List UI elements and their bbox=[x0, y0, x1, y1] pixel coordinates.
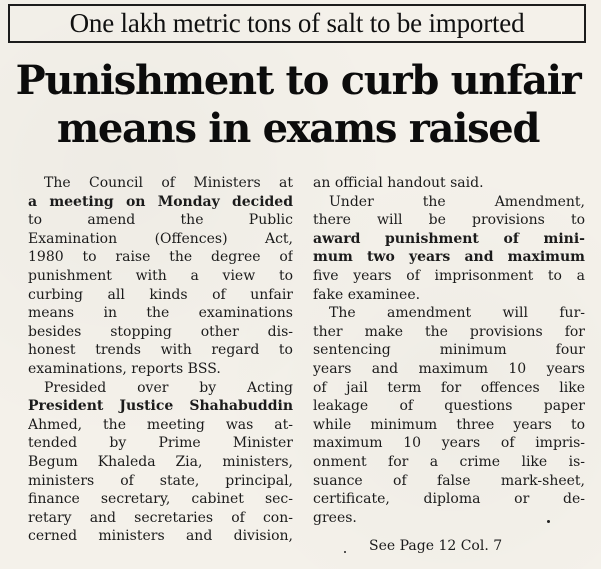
right-column-line: years and maximum 10 years bbox=[313, 360, 585, 377]
left-column-line: honest trends with regard to bbox=[28, 342, 293, 359]
left-column-line: cerned ministers and division, bbox=[28, 528, 293, 545]
left-column-line: The Council of Ministers at bbox=[44, 175, 293, 191]
right-column-line: leakage of questions paper bbox=[313, 398, 585, 415]
left-column-line: Examination (Offences) Act, bbox=[28, 230, 293, 247]
right-column-line: certificate, diploma or de- bbox=[313, 491, 585, 508]
left-column-line: besides stopping other dis- bbox=[28, 323, 293, 340]
right-column-line: onment for a crime like is- bbox=[313, 453, 585, 470]
right-column-line: Under the Amendment, bbox=[329, 193, 585, 210]
left-column-line: punishment with a view to bbox=[28, 267, 293, 284]
right-column-line: while minimum three years to bbox=[313, 416, 585, 433]
right-column-line: grees. bbox=[313, 509, 357, 526]
right-column-line: there will be provisions to bbox=[313, 212, 585, 229]
continuation-note: See Page 12 Col. 7 bbox=[369, 538, 503, 554]
left-column-line: Begum Khaleda Zia, ministers, bbox=[28, 453, 293, 470]
print-speck bbox=[547, 520, 550, 523]
left-column-line: Presided over by Acting bbox=[44, 379, 293, 396]
left-column-line: retary and secretaries of con- bbox=[28, 509, 293, 526]
headline-line-1: Punishment to curb unfair bbox=[15, 57, 581, 104]
right-column-line: an official handout said. bbox=[313, 175, 484, 191]
right-column-line: award punishment of mini- bbox=[313, 230, 585, 247]
left-column-line: to amend the Public bbox=[28, 212, 293, 229]
left-column-line: tended by Prime Minister bbox=[28, 435, 293, 452]
right-column-line: suance of false mark-sheet, bbox=[313, 472, 585, 489]
left-column-line: finance secretary, cabinet sec- bbox=[28, 491, 293, 508]
right-column-line: ther make the provisions for bbox=[313, 323, 585, 340]
right-column-line: maximum 10 years of impris- bbox=[313, 435, 585, 452]
headline-line-2: means in exams raised bbox=[56, 105, 540, 152]
left-column-line: means in the examinations bbox=[28, 305, 293, 322]
left-column-line: 1980 to raise the degree of bbox=[28, 249, 293, 266]
left-column-line: President Justice Shahabuddin bbox=[28, 398, 293, 415]
kicker-box bbox=[8, 4, 586, 43]
right-column-line: sentencing minimum four bbox=[313, 342, 585, 359]
left-column-line: examinations, reports BSS. bbox=[28, 360, 221, 377]
right-column-line: The amendment will fur- bbox=[329, 305, 585, 322]
article-headline bbox=[8, 57, 588, 153]
kicker-text: One lakh metric tons of salt to be imported bbox=[69, 8, 525, 38]
right-column-line: five years of imprisonment to a bbox=[313, 267, 585, 284]
right-column-line: of jail term for offences like bbox=[313, 379, 585, 396]
left-article-column bbox=[28, 174, 293, 546]
right-column-line: fake examinee. bbox=[313, 286, 421, 303]
right-column-line: mum two years and maximum bbox=[313, 249, 585, 266]
right-article-column bbox=[313, 174, 585, 527]
print-speck bbox=[344, 551, 346, 553]
left-column-line: curbing all kinds of unfair bbox=[28, 286, 293, 303]
left-column-line: ministers of state, principal, bbox=[28, 472, 293, 489]
left-column-line: Ahmed, the meeting was at- bbox=[28, 416, 293, 433]
left-column-line: a meeting on Monday decided bbox=[28, 193, 293, 210]
